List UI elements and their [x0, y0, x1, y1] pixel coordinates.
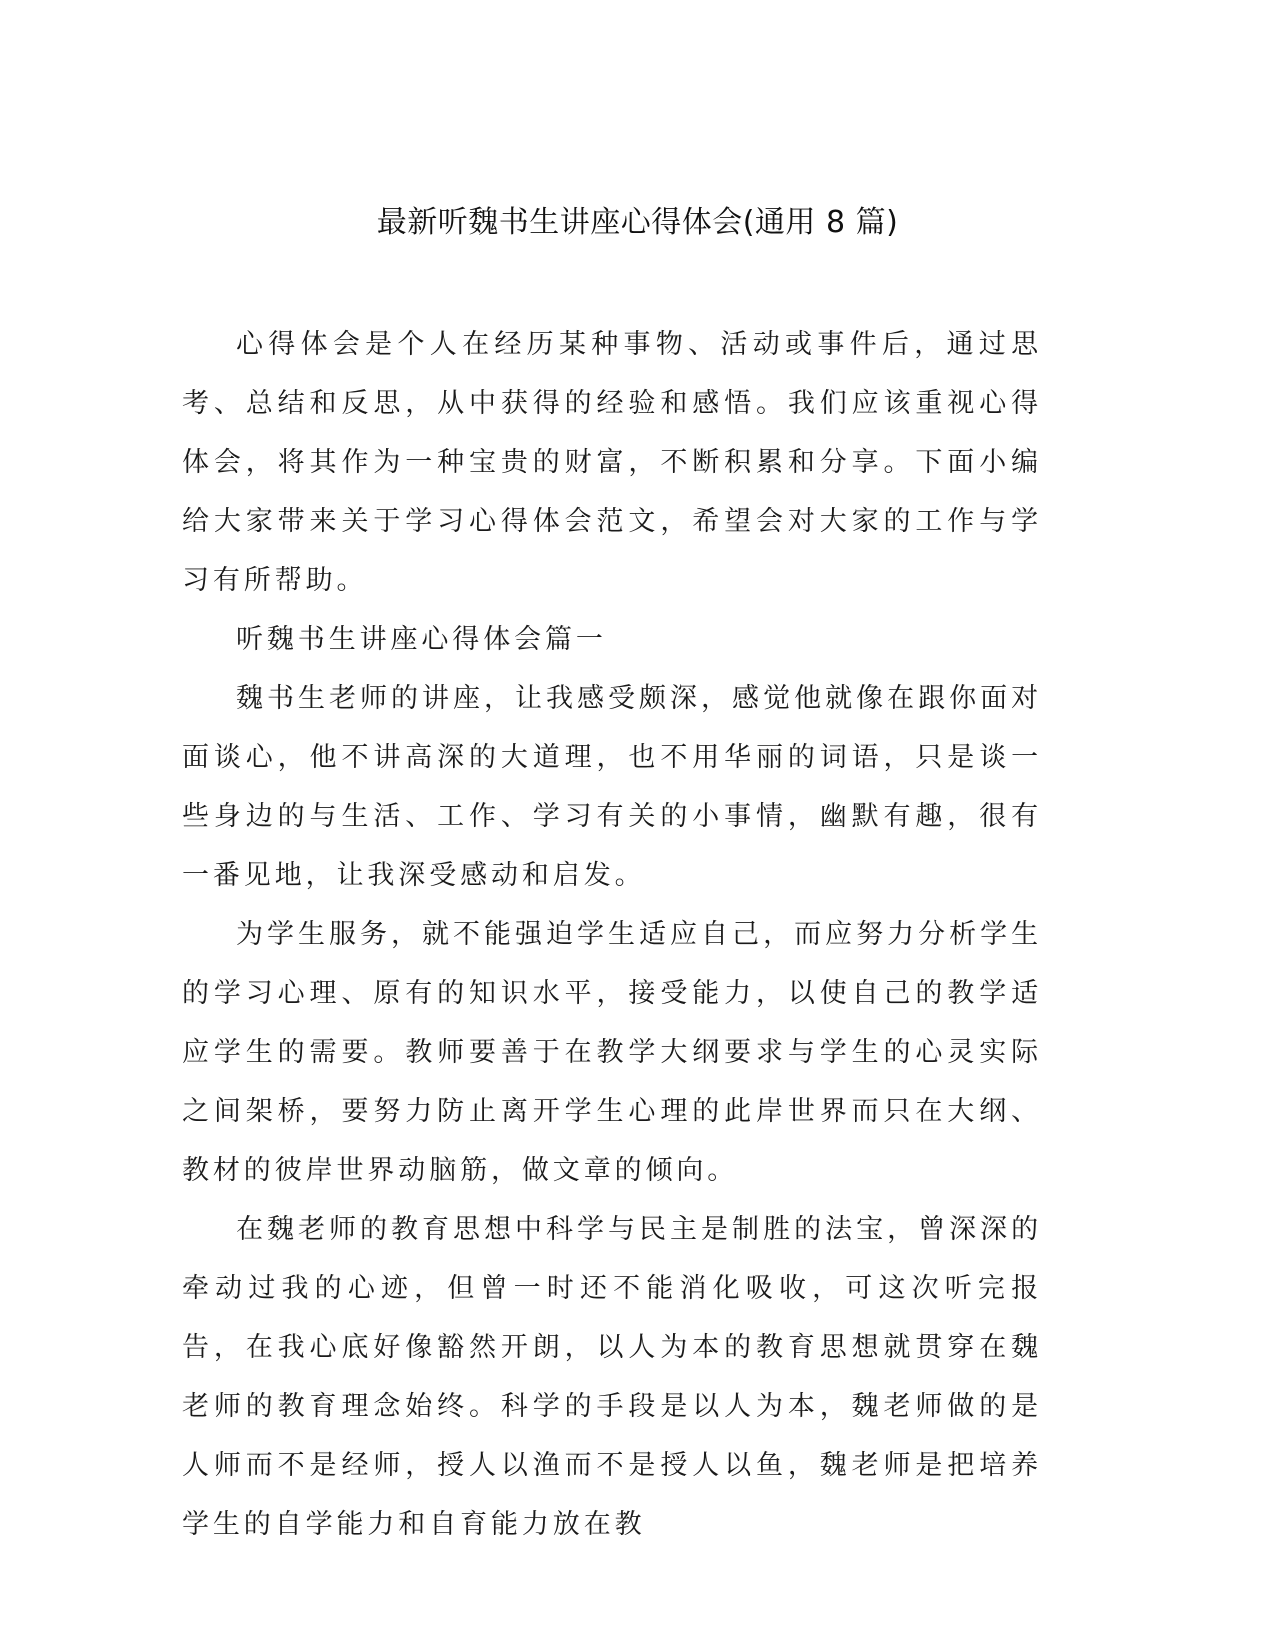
document-body — [182, 315, 1042, 1554]
body-paragraph: 在魏老师的教育思想中科学与民主是制胜的法宝，曾深深的牵动过我的心迹，但曾一时还不能消化吸收，可这次听完报告，在我心底好像豁然开朗，以人为本的教育思想就贯穿在魏老师的教育理念始终。科学的手段是以人为本，魏老师做的是人师而不是经师，授人以渔而不是授人以鱼，魏老师是把培养学生的自学能力和自育能力放在教 — [182, 1214, 1042, 1540]
body-paragraph: 为学生服务，就不能强迫学生适应自己，而应努力分析学生的学习心理、原有的知识水平，接受能力，以使自己的教学适应学生的需要。教师要善于在教学大纲要求与学生的心灵实际之间架桥，要努力防止离开学生心理的此岸世界而只在大纲、教材的彼岸世界动脑筋，做文章的倾向。 — [182, 919, 1042, 1186]
body-paragraph: 魏书生老师的讲座，让我感受颇深，感觉他就像在跟你面对面谈心，他不讲高深的大道理，也不用华丽的词语，只是谈一些身边的与生活、工作、学习有关的小事情，幽默有趣，很有一番见地，让我深受感动和启发。 — [182, 683, 1042, 891]
intro-paragraph: 心得体会是个人在经历某种事物、活动或事件后，通过思考、总结和反思，从中获得的经验和感悟。我们应该重视心得体会，将其作为一种宝贵的财富，不断积累和分享。下面小编给大家带来关于学习心得体会范文，希望会对大家的工作与学习有所帮助。 — [182, 329, 1042, 596]
document-title: 最新听魏书生讲座心得体会(通用 8 篇) — [376, 205, 899, 240]
section-heading: 听魏书生讲座心得体会篇一 — [236, 624, 607, 655]
